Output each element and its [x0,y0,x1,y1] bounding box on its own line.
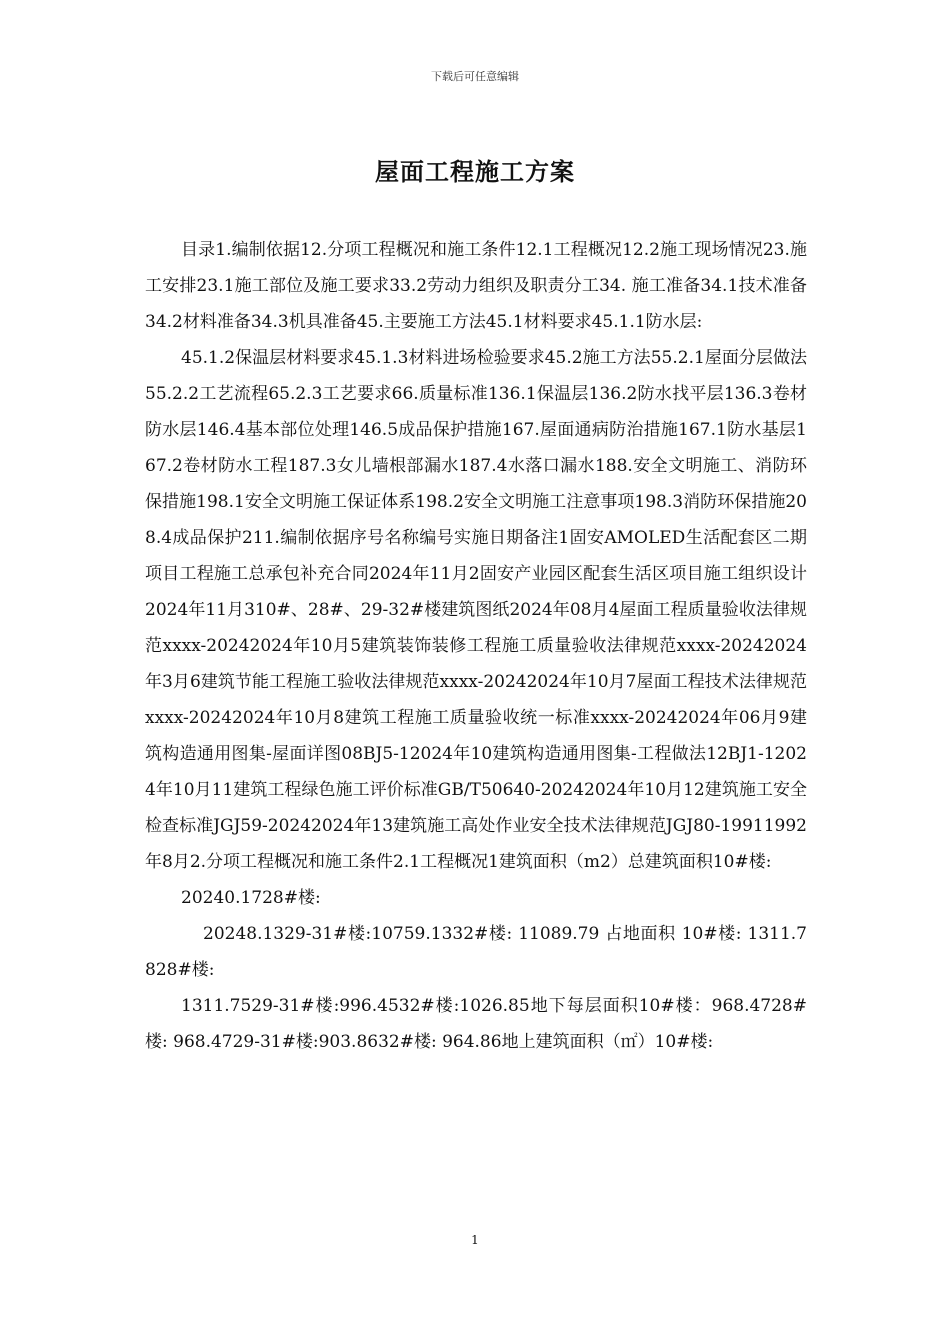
paragraph-area-3: 1311.7529-31#楼:996.4532#楼:1026.85地下每层面积10#楼：968.4728#楼: 968.4729-31#楼:903.8632#楼: 964.86地上建筑面积（㎡）10#楼: [145,996,807,1052]
page-number: 1 [471,1233,479,1247]
page-header-note: 下载后可任意编辑 [431,70,519,83]
document-body [145,232,807,1060]
paragraph-area-1: 20240.1728#楼: [181,888,321,908]
paragraph-toc-part-2: 45.1.2保温层材料要求45.1.3材料进场检验要求45.2施工方法55.2.1屋面分层做法55.2.2工艺流程65.2.3工艺要求66.质量标准136.1保温层136.2防水找平层136.3卷材防水层146.4基本部位处理146.5成品保护措施167.屋面通病防治措施167.1防水基层167.2卷材防水工程187.3女儿墙根部漏水187.4水落口漏水188.安全文明施工、消防环保措施198.1安全文明施工保证体系198.2安全文明施工注意事项198.3消防环保措施208.4成品保护211.编制依据序号名称编号实施日期备注1固安AMOLED生活配套区二期项目工程施工总承包补充合同2024年11月2固安产业园区配套生活区项目施工组织设计2024年11月310#、28#、29-32#楼建筑图纸2024年08月4屋面工程质量验收法律规范xxxx-20242024年10月5建筑装饰装修工程施工质量验收法律规范xxxx-20242024年3月6建筑节能工程施工验收法律规范xxxx-20242024年10月7屋面工程技术法律规范xxxx-20242024年10月8建筑工程施工质量验收统一标准xxxx-20242024年06月9建筑构造通用图集-屋面详图08BJ5-12024年10建筑构造通用图集-工程做法12BJ1-12024年10月11建筑工程绿色施工评价标准GB/T50640-20242024年10月12建筑施工安全检查标准JGJ59-20242024年13建筑施工高处作业安全技术法律规范JGJ80-19911992年8月2.分项工程概况和施工条件2.1工程概况1建筑面积（m2）总建筑面积10#楼: [145,348,807,872]
document-title: 屋面工程施工方案 [375,158,575,186]
paragraph-area-2: 20248.1329-31#楼:10759.1332#楼: 11089.79 占地面积 10#楼: 1311.7828#楼: [145,924,807,980]
paragraph-toc-part-1: 目录1.编制依据12.分项工程概况和施工条件12.1工程概况12.2施工现场情况23.施工安排23.1施工部位及施工要求33.2劳动力组织及职责分工34. 施工准备34.1技术准备34.2材料准备34.3机具准备45.主要施工方法45.1材料要求45.1.1防水层: [145,240,807,332]
